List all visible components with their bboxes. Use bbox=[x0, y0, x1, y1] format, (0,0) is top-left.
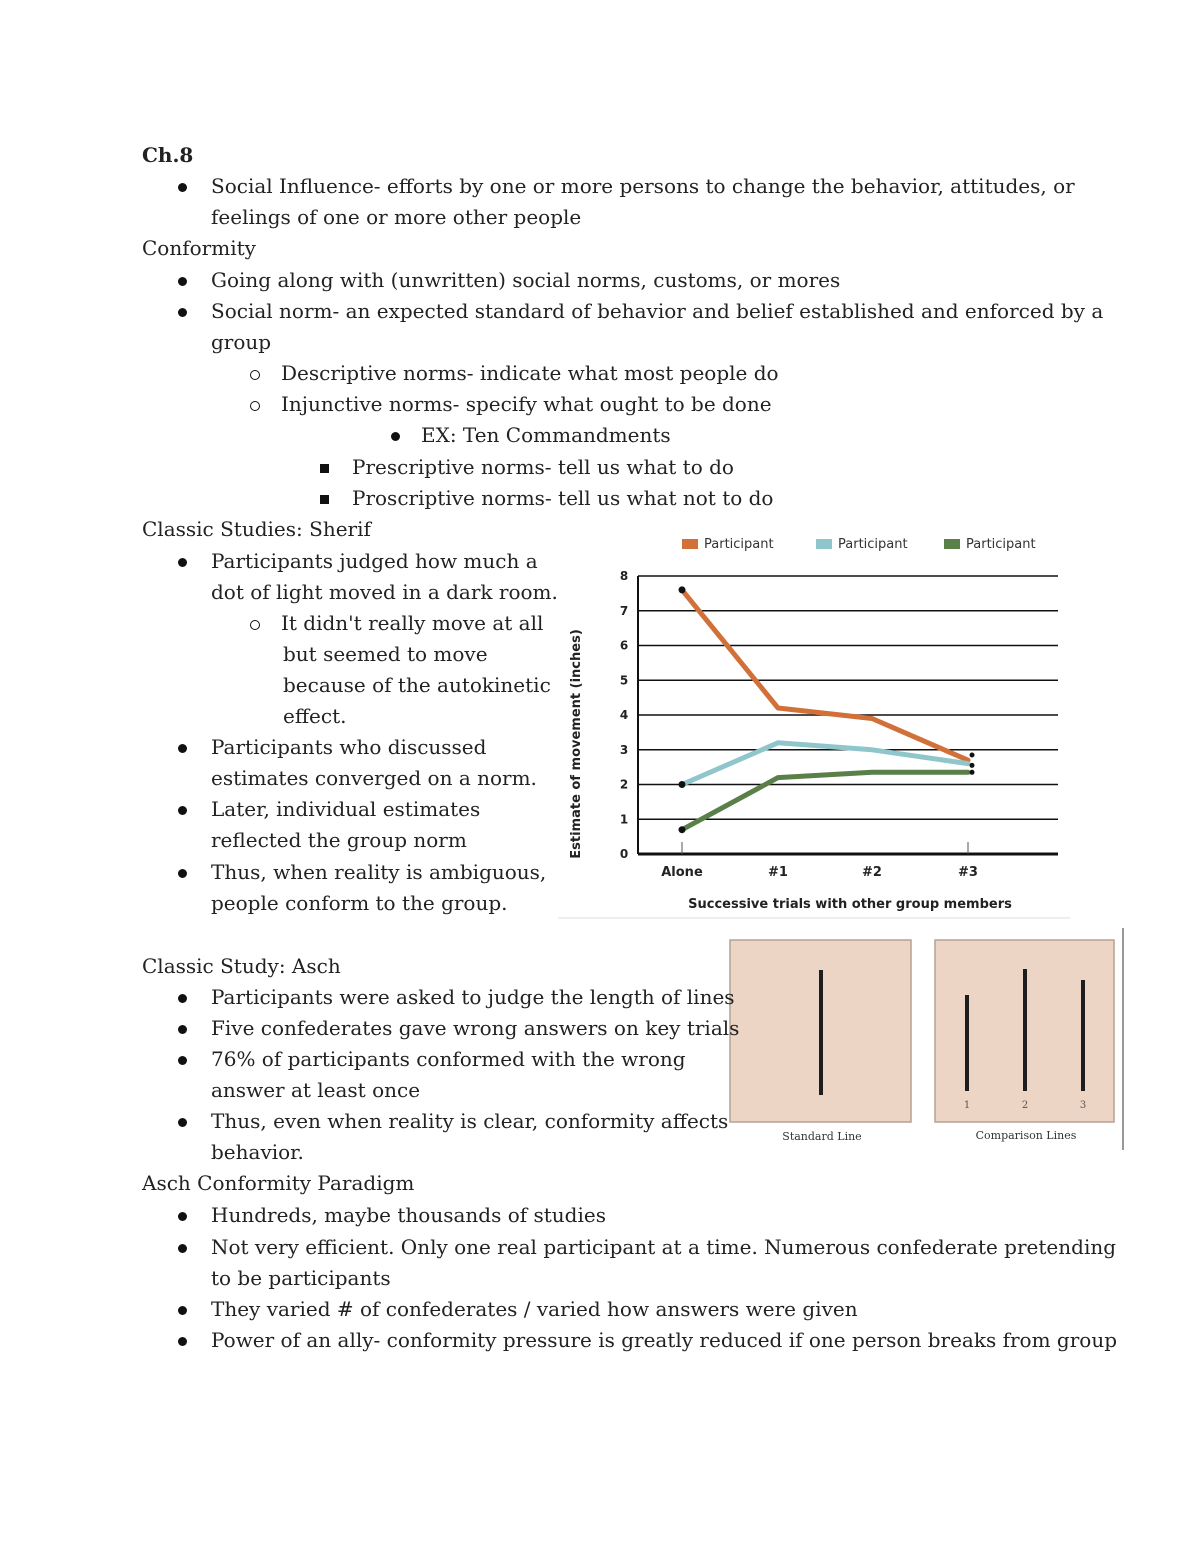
start-dot-1 bbox=[679, 586, 686, 593]
social-influence-line1: Social Influence- efforts by one or more persons to change the behavior, attitudes, or bbox=[211, 174, 1075, 198]
x-tick-label-1: #1 bbox=[768, 865, 788, 880]
chart-background bbox=[558, 530, 1070, 920]
paradigm-bullet-3: They varied # of confederates / varied how answers were given bbox=[211, 1297, 858, 1321]
autokinetic-line2: but seemed to move bbox=[283, 642, 488, 666]
conformity-bullet-2-line2: group bbox=[211, 330, 272, 354]
sherif-bullet-2-line1: Participants who discussed bbox=[211, 735, 487, 759]
autokinetic-line4: effect. bbox=[283, 704, 347, 728]
paradigm-heading: Asch Conformity Paradigm bbox=[142, 1171, 415, 1195]
legend-swatch-2 bbox=[816, 539, 832, 549]
comparison-lines-caption: Comparison Lines bbox=[975, 1129, 1077, 1142]
proscriptive-norms: Proscriptive norms- tell us what not to do bbox=[352, 486, 774, 510]
bullet-circle bbox=[250, 401, 260, 411]
end-dot-1 bbox=[970, 753, 975, 758]
autokinetic-line3: because of the autokinetic bbox=[283, 673, 551, 697]
bullet-disc bbox=[178, 183, 187, 192]
conformity-bullet-1: Going along with (unwritten) social norms, customs, or mores bbox=[211, 268, 841, 292]
legend-label-3: Participant bbox=[966, 537, 1036, 552]
chapter-heading: Ch.8 bbox=[142, 143, 194, 167]
data-point-s3-3 bbox=[967, 771, 969, 773]
asch-heading: Classic Study: Asch bbox=[142, 954, 341, 978]
standard-line-caption: Standard Line bbox=[782, 1130, 862, 1143]
y-tick-label-2: 2 bbox=[619, 777, 629, 792]
sherif-bullet-3-line2: reflected the group norm bbox=[211, 828, 467, 852]
prescriptive-norms: Prescriptive norms- tell us what to do bbox=[352, 455, 734, 479]
asch-bullet-4-line1: Thus, even when reality is clear, conformity affects bbox=[211, 1109, 729, 1133]
data-point-s3-1 bbox=[777, 777, 779, 779]
conformity-bullet-2-line1: Social norm- an expected standard of behavior and belief established and enforced by a bbox=[211, 299, 1104, 323]
end-dot-3 bbox=[970, 770, 975, 775]
paradigm-bullet-2-line2: to be participants bbox=[211, 1266, 391, 1290]
bullet-disc bbox=[178, 806, 187, 815]
y-tick-label-3: 3 bbox=[619, 742, 629, 757]
comparison-label-2: 2 bbox=[1021, 1100, 1029, 1111]
x-tick-label-3: #3 bbox=[958, 865, 978, 880]
bullet-disc bbox=[178, 308, 187, 317]
sherif-bullet-3-line1: Later, individual estimates bbox=[211, 797, 481, 821]
bullet-disc bbox=[178, 558, 187, 567]
comparison-label-1: 1 bbox=[963, 1100, 971, 1111]
chart-x-axis-label: Successive trials with other group members bbox=[688, 897, 1012, 912]
data-point-s1-3 bbox=[967, 759, 969, 761]
data-point-s2-1 bbox=[777, 742, 779, 744]
data-point-s2-3 bbox=[967, 763, 969, 765]
sherif-line-chart bbox=[558, 530, 1070, 920]
asch-bullet-1: Participants were asked to judge the length of lines bbox=[211, 985, 735, 1009]
x-tick-label-0: Alone bbox=[661, 865, 703, 880]
sherif-bullet-4-line2: people conform to the group. bbox=[211, 891, 508, 915]
autokinetic-line1: It didn't really move at all bbox=[281, 611, 544, 635]
x-tick-label-2: #2 bbox=[862, 865, 882, 880]
asch-lines-figure bbox=[722, 928, 1126, 1150]
descriptive-norms: Descriptive norms- indicate what most people do bbox=[281, 361, 779, 385]
bullet-square bbox=[320, 464, 329, 473]
injunctive-norms: Injunctive norms- specify what ought to be done bbox=[281, 392, 772, 416]
bullet-disc bbox=[178, 1056, 187, 1065]
legend-label-2: Participant bbox=[838, 537, 908, 552]
y-tick-label-0: 0 bbox=[619, 847, 629, 861]
data-point-s3-2 bbox=[871, 771, 873, 773]
legend-swatch-1 bbox=[682, 539, 698, 549]
asch-bullet-3-line1: 76% of participants conformed with the wrong bbox=[211, 1047, 686, 1071]
legend-label-1: Participant bbox=[704, 537, 774, 552]
bullet-disc bbox=[178, 869, 187, 878]
ten-commandments-example: EX: Ten Commandments bbox=[421, 423, 671, 447]
social-influence-line2: feelings of one or more other people bbox=[211, 205, 582, 229]
y-tick-label-1: 1 bbox=[619, 812, 629, 827]
bullet-disc bbox=[178, 1025, 187, 1034]
y-tick-label-5: 5 bbox=[619, 673, 629, 688]
paradigm-bullet-1: Hundreds, maybe thousands of studies bbox=[211, 1203, 606, 1227]
paradigm-bullet-4: Power of an ally- conformity pressure is greatly reduced if one person breaks from group bbox=[211, 1328, 1117, 1352]
asch-bullet-3-line2: answer at least once bbox=[211, 1078, 421, 1102]
sherif-bullet-4-line1: Thus, when reality is ambiguous, bbox=[211, 860, 547, 884]
start-dot-2 bbox=[679, 781, 686, 788]
chart-y-ticks bbox=[620, 569, 628, 861]
y-tick-label-6: 6 bbox=[619, 638, 629, 653]
chart-legend bbox=[682, 537, 1036, 552]
y-tick-label-8: 8 bbox=[619, 569, 629, 583]
sherif-bullet-1-line1: Participants judged how much a bbox=[211, 549, 538, 573]
bullet-disc bbox=[178, 1337, 187, 1346]
paradigm-bullet-2-line1: Not very efficient. Only one real participant at a time. Numerous confederate pretending bbox=[211, 1235, 1117, 1259]
y-tick-label-4: 4 bbox=[619, 708, 629, 722]
bullet-disc bbox=[178, 994, 187, 1003]
sherif-bullet-1-line2: dot of light moved in a dark room. bbox=[211, 580, 558, 604]
end-dot-2 bbox=[970, 763, 975, 768]
sherif-bullet-2-line2: estimates converged on a norm. bbox=[211, 766, 537, 790]
legend-swatch-3 bbox=[944, 539, 960, 549]
bullet-circle bbox=[250, 370, 260, 380]
data-point-s1-2 bbox=[871, 718, 873, 720]
sherif-heading: Classic Studies: Sherif bbox=[142, 517, 371, 541]
bullet-disc bbox=[178, 744, 187, 753]
asch-bullet-2: Five confederates gave wrong answers on key trials bbox=[211, 1016, 740, 1040]
asch-bullet-4-line2: behavior. bbox=[211, 1140, 304, 1164]
chart-y-axis-label: Estimate of movement (inches) bbox=[569, 629, 584, 859]
conformity-heading: Conformity bbox=[142, 236, 256, 260]
y-tick-label-7: 7 bbox=[619, 603, 629, 618]
data-point-s2-2 bbox=[871, 749, 873, 751]
start-dot-3 bbox=[679, 826, 686, 833]
bullet-circle bbox=[250, 620, 260, 630]
bullet-disc bbox=[391, 432, 400, 441]
bullet-disc bbox=[178, 1306, 187, 1315]
data-point-s1-1 bbox=[777, 707, 779, 709]
bullet-disc bbox=[178, 277, 187, 286]
bullet-square bbox=[320, 495, 329, 504]
comparison-label-3: 3 bbox=[1079, 1100, 1087, 1111]
bullet-disc bbox=[178, 1212, 187, 1221]
bullet-disc bbox=[178, 1118, 187, 1127]
bullet-disc bbox=[178, 1244, 187, 1253]
